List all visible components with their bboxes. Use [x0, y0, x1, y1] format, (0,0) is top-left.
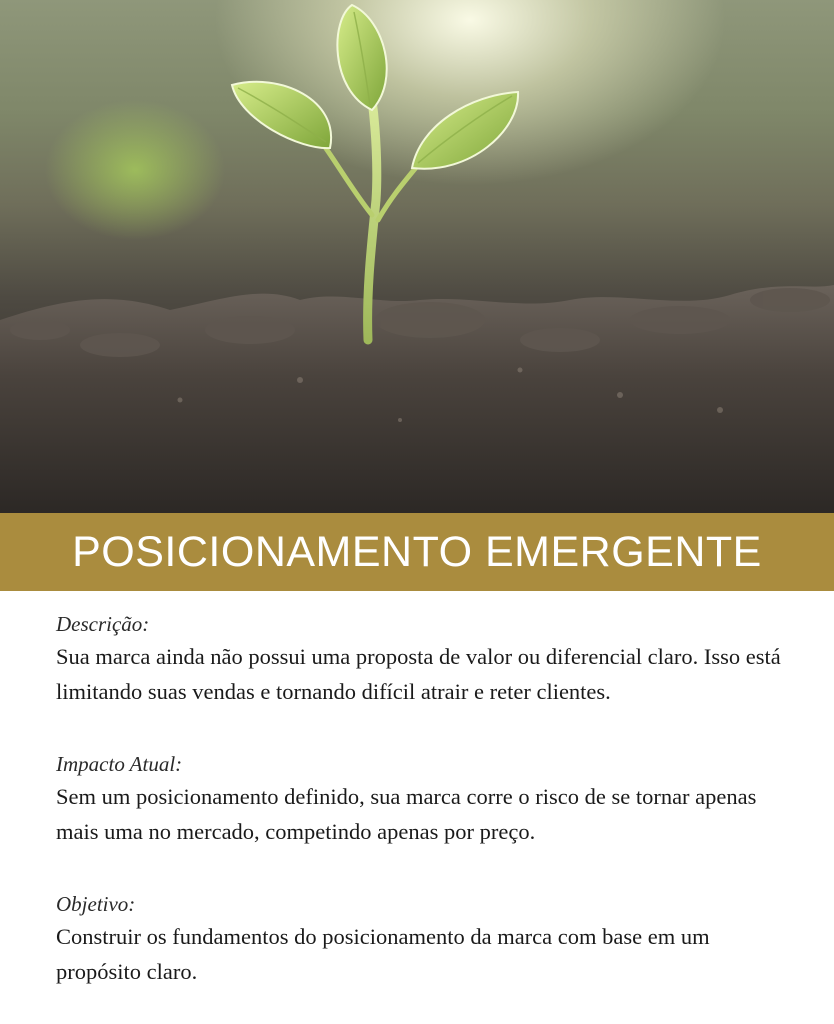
title-banner	[0, 513, 834, 591]
section-label: Impacto Atual:	[56, 752, 183, 776]
section-label: Descrição:	[56, 612, 150, 636]
section-objetivo	[56, 889, 794, 989]
section-impacto-atual	[56, 749, 794, 849]
section-text: Sua marca ainda não possui uma proposta de valor ou diferencial claro. Isso está limitando suas vendas e tornando difícil atrair e reter clientes.	[56, 644, 781, 704]
section-text: Construir os fundamentos do posicionamento da marca com base em um propósito claro.	[56, 924, 710, 984]
content-area	[0, 591, 834, 989]
section-label: Objetivo:	[56, 892, 136, 916]
section-text: Sem um posicionamento definido, sua marca corre o risco de se tornar apenas mais uma no mercado, competindo apenas por preço.	[56, 784, 757, 844]
section-descricao	[56, 609, 794, 709]
page-title: POSICIONAMENTO EMERGENTE	[72, 527, 762, 576]
